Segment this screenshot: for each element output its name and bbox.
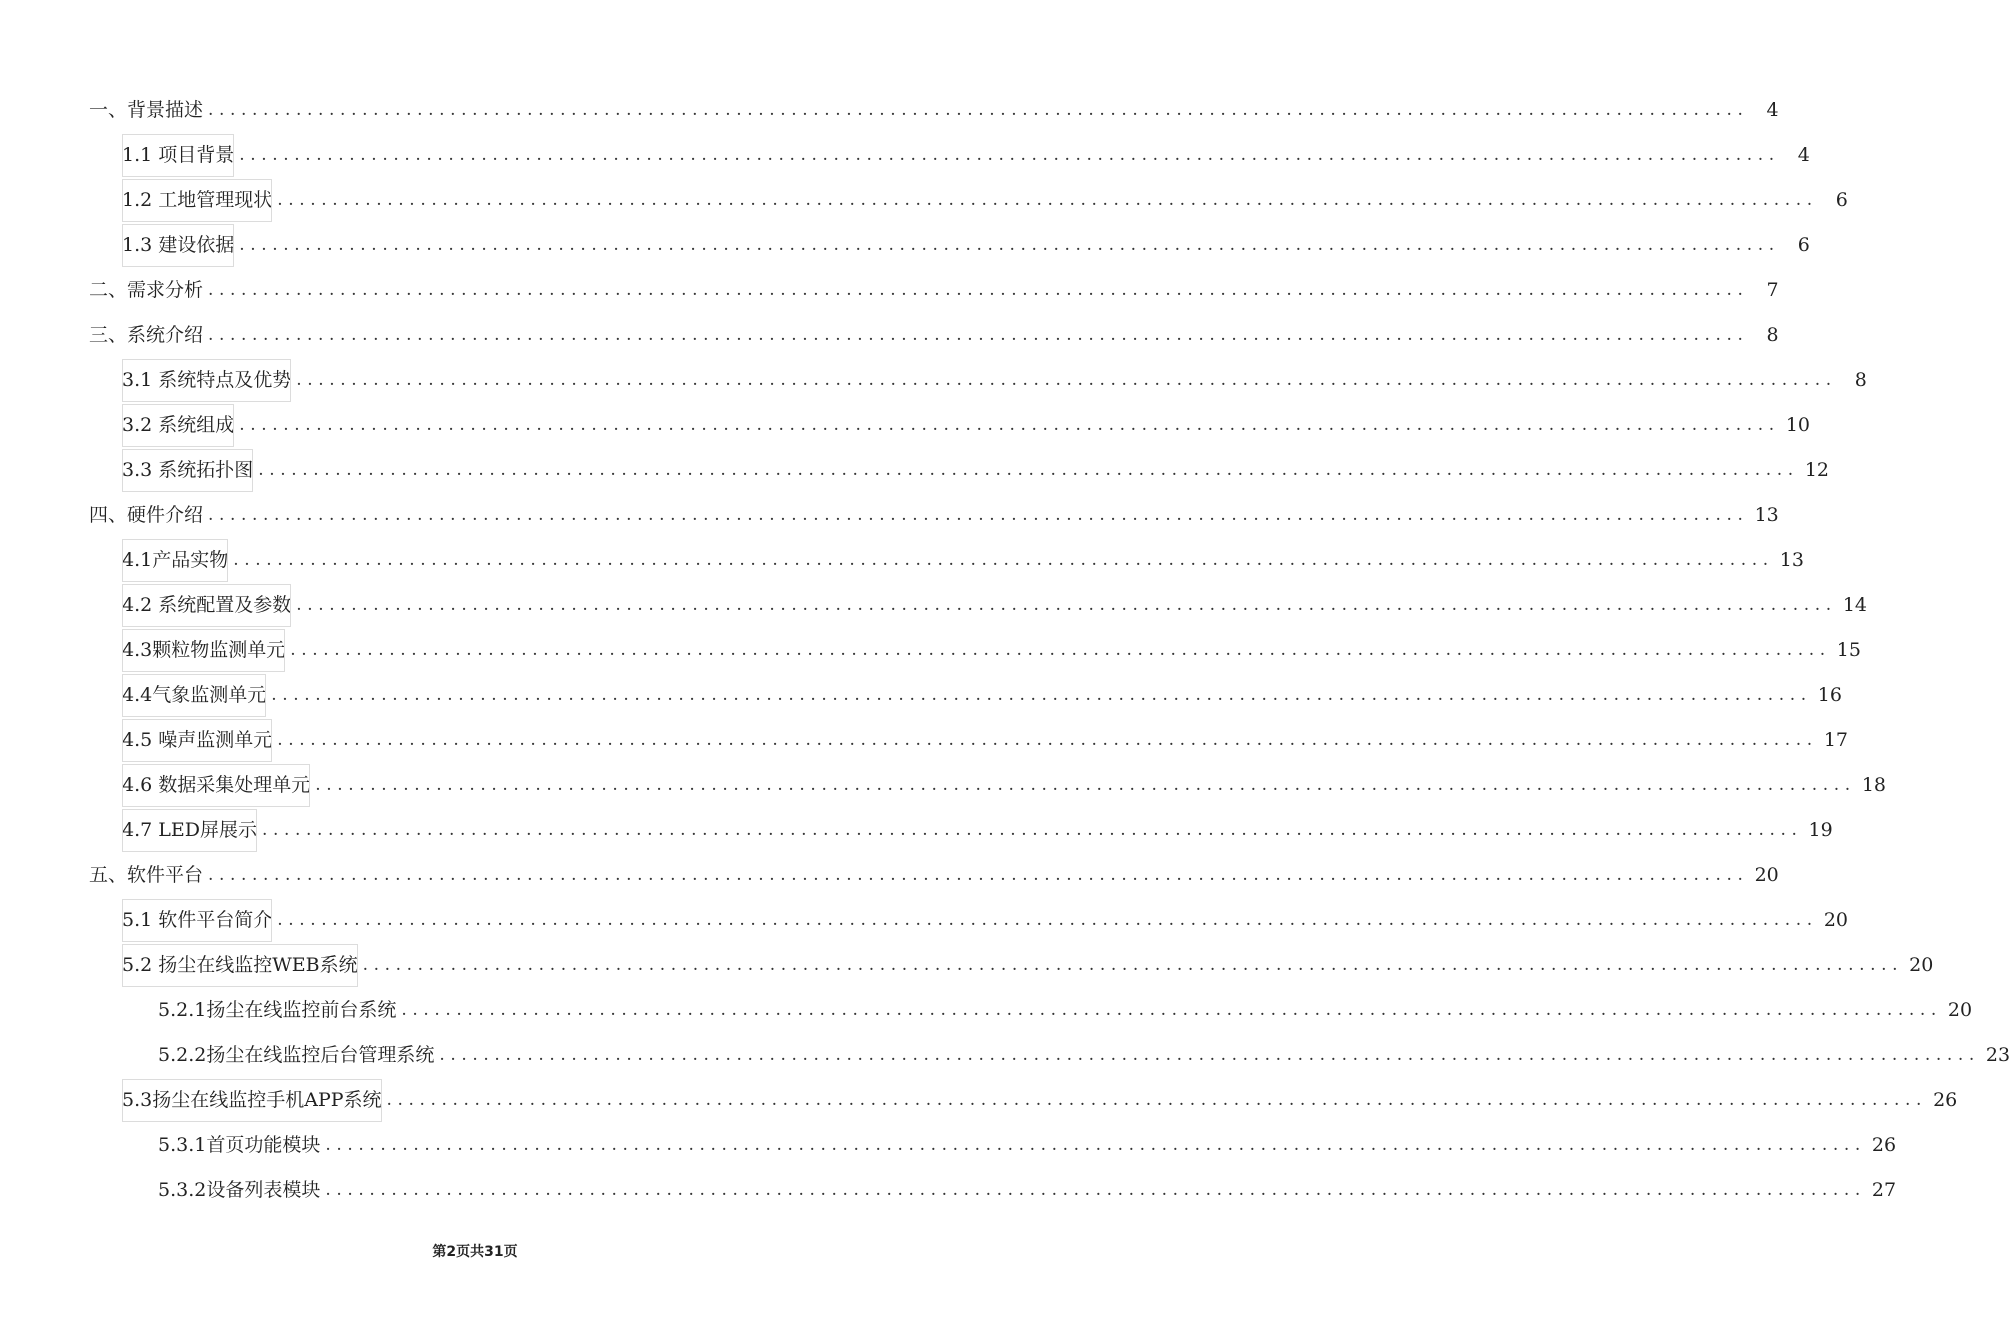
toc-entry-page: 4 bbox=[1766, 99, 1779, 121]
toc-entry-title: 1.2 工地管理现状 bbox=[121, 178, 273, 223]
toc-entry-page: 18 bbox=[1861, 774, 1886, 796]
toc-entry-title: 二、需求分析 bbox=[89, 279, 204, 301]
toc-dot-leader: ............................................................................................................................................ bbox=[315, 775, 1856, 795]
toc-entry[interactable] bbox=[88, 313, 1779, 358]
toc-entry[interactable] bbox=[121, 628, 1861, 673]
toc-entry-title: 4.6 数据采集处理单元 bbox=[121, 763, 311, 808]
toc-entry-title: 3.1 系统特点及优势 bbox=[121, 358, 292, 403]
toc-dot-leader: ............................................................................................................................................ bbox=[239, 145, 1780, 165]
toc-entry-title: 4.3颗粒物监测单元 bbox=[121, 628, 286, 673]
toc-entry-page: 26 bbox=[1871, 1134, 1897, 1156]
toc-dot-leader: ............................................................................................................................................ bbox=[401, 1000, 1942, 1020]
toc-dot-leader: ............................................................................................................................................ bbox=[208, 505, 1749, 525]
toc-entry-page: 23 bbox=[1985, 1044, 2010, 1066]
toc-entry-page: 14 bbox=[1842, 594, 1867, 616]
toc-entry[interactable] bbox=[121, 1078, 1958, 1123]
toc-entry-title: 4.7 LED屏展示 bbox=[121, 808, 258, 853]
toc-entry-title: 4.4气象监测单元 bbox=[121, 673, 267, 718]
toc-dot-leader: ............................................................................................................................................ bbox=[296, 370, 1837, 390]
toc-entry[interactable] bbox=[88, 493, 1779, 538]
toc-entry[interactable] bbox=[121, 808, 1833, 853]
toc-dot-leader: ............................................................................................................................................ bbox=[325, 1180, 1866, 1200]
toc-dot-leader: ............................................................................................................................................ bbox=[296, 595, 1837, 615]
toc-dot-leader: ............................................................................................................................................ bbox=[277, 730, 1818, 750]
toc-entry[interactable] bbox=[121, 178, 1848, 223]
toc-entry[interactable] bbox=[121, 358, 1867, 403]
toc-entry-page: 10 bbox=[1785, 414, 1810, 436]
toc-entry[interactable] bbox=[157, 1123, 1897, 1168]
toc-entry[interactable] bbox=[157, 1033, 2010, 1078]
toc-dot-leader: ............................................................................................................................................ bbox=[239, 415, 1780, 435]
toc-dot-leader: ............................................................................................................................................ bbox=[233, 550, 1774, 570]
toc-entry-title: 5.3.2设备列表模块 bbox=[158, 1179, 321, 1201]
toc-entry-page: 6 bbox=[1797, 234, 1810, 256]
toc-entry[interactable] bbox=[121, 583, 1867, 628]
toc-entry[interactable] bbox=[121, 223, 1810, 268]
toc-entry[interactable] bbox=[88, 88, 1779, 133]
toc-entry[interactable] bbox=[121, 718, 1848, 763]
toc-entry-page: 26 bbox=[1933, 1089, 1958, 1111]
toc-entry-page: 4 bbox=[1797, 144, 1810, 166]
toc-entry-title: 5.3扬尘在线监控手机APP系统 bbox=[121, 1078, 383, 1123]
toc-entry-title: 3.3 系统拓扑图 bbox=[121, 448, 254, 493]
toc-entry-title: 四、硬件介绍 bbox=[89, 504, 204, 526]
toc-dot-leader: ............................................................................................................................................ bbox=[258, 460, 1799, 480]
toc-entry-title: 1.3 建设依据 bbox=[121, 223, 235, 268]
toc-entry-title: 三、系统介绍 bbox=[89, 324, 204, 346]
toc-entry-title: 5.1 软件平台简介 bbox=[121, 898, 273, 943]
toc-entry-page: 13 bbox=[1779, 549, 1804, 571]
toc-entry-title: 五、软件平台 bbox=[89, 864, 204, 886]
toc-entry[interactable] bbox=[121, 943, 1934, 988]
toc-entry-page: 15 bbox=[1836, 639, 1861, 661]
toc-entry-page: 7 bbox=[1766, 279, 1779, 301]
toc-entry[interactable] bbox=[121, 763, 1886, 808]
toc-entry-page: 12 bbox=[1804, 459, 1829, 481]
toc-entry[interactable] bbox=[121, 898, 1848, 943]
toc-entry-page: 20 bbox=[1909, 954, 1934, 976]
toc-entry-page: 6 bbox=[1835, 189, 1848, 211]
toc-entry-title: 4.2 系统配置及参数 bbox=[121, 583, 292, 628]
toc-entry-title: 1.1 项目背景 bbox=[121, 133, 235, 178]
toc-dot-leader: ............................................................................................................................................ bbox=[208, 325, 1749, 345]
toc-entry[interactable] bbox=[121, 538, 1804, 583]
toc-entry-title: 5.2.2扬尘在线监控后台管理系统 bbox=[158, 1044, 435, 1066]
toc-entry[interactable] bbox=[157, 1168, 1897, 1213]
toc-dot-leader: ............................................................................................................................................ bbox=[439, 1045, 1980, 1065]
toc-dot-leader: ............................................................................................................................................ bbox=[362, 955, 1904, 975]
toc-entry-title: 5.2.1扬尘在线监控前台系统 bbox=[158, 999, 397, 1021]
toc-dot-leader: ............................................................................................................................................ bbox=[208, 280, 1749, 300]
toc-entry-page: 8 bbox=[1766, 324, 1779, 346]
toc-entry[interactable] bbox=[121, 403, 1810, 448]
toc-entry-page: 20 bbox=[1754, 864, 1779, 886]
toc-entry-page: 20 bbox=[1947, 999, 1973, 1021]
toc-dot-leader: ............................................................................................................................................ bbox=[271, 685, 1812, 705]
toc-dot-leader: ............................................................................................................................................ bbox=[208, 865, 1749, 885]
toc-entry-page: 19 bbox=[1808, 819, 1833, 841]
toc-entry-title: 一、背景描述 bbox=[89, 99, 204, 121]
toc-entry-page: 27 bbox=[1871, 1179, 1897, 1201]
toc-entry-page: 20 bbox=[1823, 909, 1848, 931]
toc-entry-title: 5.3.1首页功能模块 bbox=[158, 1134, 321, 1156]
toc-entry[interactable] bbox=[121, 448, 1829, 493]
toc-entry-page: 13 bbox=[1754, 504, 1779, 526]
toc-entry[interactable] bbox=[88, 268, 1779, 313]
toc-dot-leader: ............................................................................................................................................ bbox=[277, 910, 1818, 930]
toc-entry-page: 17 bbox=[1823, 729, 1848, 751]
toc-dot-leader: ............................................................................................................................................ bbox=[290, 640, 1831, 660]
toc-entry-page: 8 bbox=[1854, 369, 1867, 391]
page-number-footer: 第2页共31页 bbox=[432, 1244, 518, 1260]
toc-entry-page: 16 bbox=[1817, 684, 1842, 706]
toc-dot-leader: ............................................................................................................................................ bbox=[386, 1090, 1928, 1110]
toc-dot-leader: ............................................................................................................................................ bbox=[261, 820, 1803, 840]
toc-entry[interactable] bbox=[157, 988, 1973, 1033]
toc-entry[interactable] bbox=[88, 853, 1779, 898]
toc-entry-title: 4.1产品实物 bbox=[121, 538, 229, 583]
toc-entry-title: 3.2 系统组成 bbox=[121, 403, 235, 448]
toc-entry-title: 5.2 扬尘在线监控WEB系统 bbox=[121, 943, 359, 988]
toc-entry[interactable] bbox=[121, 673, 1842, 718]
toc-dot-leader: ............................................................................................................................................ bbox=[208, 100, 1749, 120]
toc-dot-leader: ............................................................................................................................................ bbox=[277, 190, 1818, 210]
toc-entry[interactable] bbox=[121, 133, 1810, 178]
toc-dot-leader: ............................................................................................................................................ bbox=[239, 235, 1780, 255]
toc-dot-leader: ............................................................................................................................................ bbox=[325, 1135, 1866, 1155]
toc-entry-title: 4.5 噪声监测单元 bbox=[121, 718, 273, 763]
